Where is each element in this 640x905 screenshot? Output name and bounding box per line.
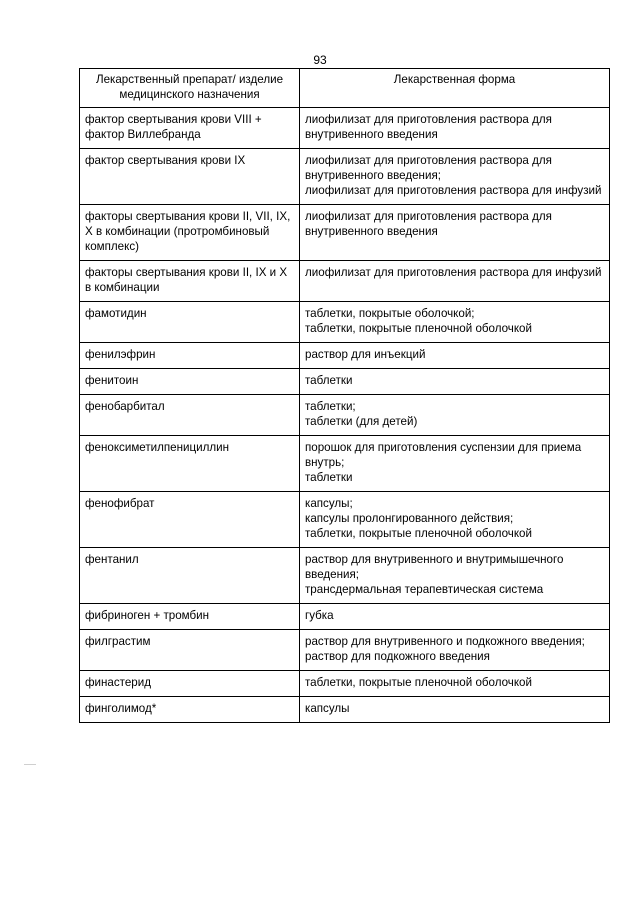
dosage-form: раствор для инъекций [305,348,426,361]
table-row [80,343,610,369]
dosage-forms [300,302,610,343]
drug-name: финастерид [80,671,300,697]
drug-name: фенобарбитал [80,395,300,436]
drug-name: фентанил [80,548,300,604]
dosage-forms [300,205,610,261]
dosage-form: лиофилизат для приготовления раствора для инфузий [305,266,602,279]
drug-name: фактор свертывания крови VIII + фактор Виллебранда [80,108,300,149]
dosage-form: раствор для подкожного введения [305,650,490,663]
margin-mark [24,764,36,765]
drug-name: филграстим [80,630,300,671]
dosage-forms [300,697,610,723]
dosage-form: таблетки, покрытые пленочной оболочкой [305,676,532,689]
table-row [80,369,610,395]
dosage-forms [300,261,610,302]
table-body [80,108,610,723]
dosage-forms [300,604,610,630]
drug-name: фенилэфрин [80,343,300,369]
header-drug: Лекарственный препарат/ изделие медицинского назначения [80,69,300,108]
drug-name: факторы свертывания крови II, VII, IX, X в комбинации (протромбиновый комплекс) [80,205,300,261]
drug-name: фактор свертывания крови IX [80,149,300,205]
dosage-form: раствор для внутривенного и внутримышечного введения; [305,553,564,581]
dosage-forms [300,395,610,436]
dosage-form: губка [305,609,334,622]
dosage-forms [300,548,610,604]
dosage-forms [300,108,610,149]
table-row [80,436,610,492]
table-row [80,630,610,671]
dosage-forms [300,343,610,369]
dosage-form: капсулы; [305,497,353,510]
drug-name: фенитоин [80,369,300,395]
dosage-form: лиофилизат для приготовления раствора для внутривенного введения [305,210,552,238]
table-header-row [80,69,610,108]
dosage-form: лиофилизат для приготовления раствора для внутривенного введения [305,113,552,141]
drug-name: феноксиметилпенициллин [80,436,300,492]
table-row [80,492,610,548]
table-row [80,108,610,149]
drug-name: финголимод* [80,697,300,723]
table-row [80,149,610,205]
table-row [80,604,610,630]
dosage-forms [300,630,610,671]
table-row [80,395,610,436]
dosage-form: капсулы пролонгированного действия; [305,512,514,525]
drug-table [79,68,610,723]
dosage-form: лиофилизат для приготовления раствора для внутривенного введения; [305,154,552,182]
dosage-form: раствор для внутривенного и подкожного введения; [305,635,585,648]
dosage-forms [300,492,610,548]
dosage-forms [300,369,610,395]
dosage-form: таблетки, покрытые пленочной оболочкой [305,322,532,335]
dosage-form: таблетки [305,471,353,484]
page-number: 93 [313,53,327,67]
table-row [80,261,610,302]
table-row [80,205,610,261]
header-form: Лекарственная форма [300,69,610,108]
dosage-forms [300,436,610,492]
dosage-form: таблетки, покрытые оболочкой; [305,307,475,320]
drug-name: фибриноген + тромбин [80,604,300,630]
dosage-form: капсулы [305,702,350,715]
dosage-form: таблетки, покрытые пленочной оболочкой [305,527,532,540]
table-row [80,302,610,343]
dosage-form: таблетки [305,374,353,387]
drug-name: фенофибрат [80,492,300,548]
dosage-form: таблетки; [305,400,356,413]
drug-name: факторы свертывания крови II, IX и X в комбинации [80,261,300,302]
dosage-forms [300,149,610,205]
dosage-form: таблетки (для детей) [305,415,418,428]
dosage-form: лиофилизат для приготовления раствора для инфузий [305,184,602,197]
drug-name: фамотидин [80,302,300,343]
table-row [80,671,610,697]
dosage-form: порошок для приготовления суспензии для приема внутрь; [305,441,582,469]
dosage-form: трансдермальная терапевтическая система [305,583,544,596]
dosage-forms [300,671,610,697]
table-row [80,697,610,723]
table-row [80,548,610,604]
